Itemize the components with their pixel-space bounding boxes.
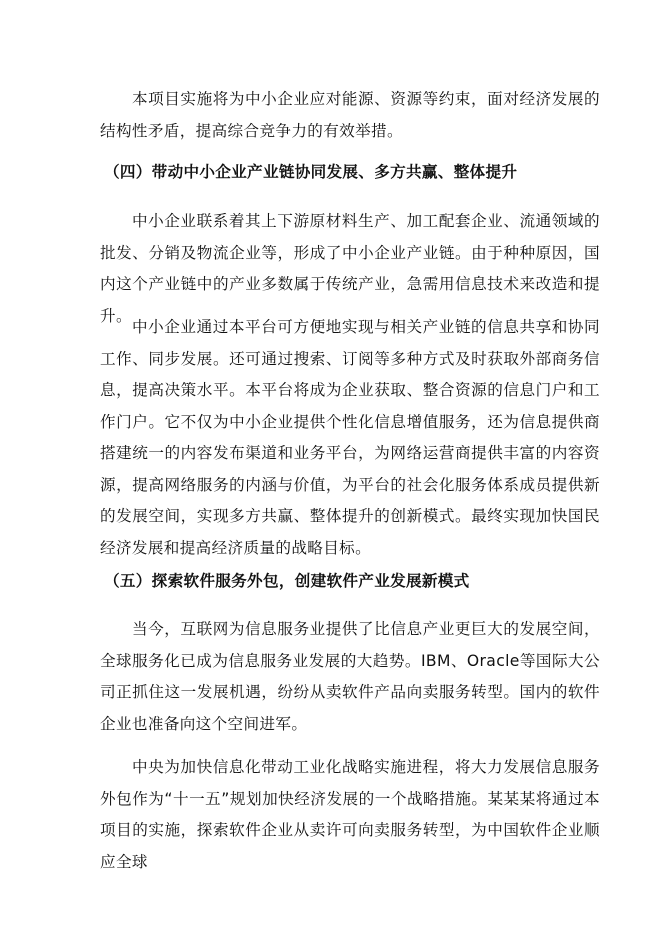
- paragraph-internet-services: 当今，互联网为信息服务业提供了比信息产业更巨大的发展空间，全球服务化已成为信息服务业发展的大趋势。IBM、Oracle等国际大公司正抓住这一发展机遇，纷纷从卖软件产品向卖服务转型。国内的软件企业也准备向这个空间进军。: [100, 620, 600, 733]
- paragraph-industry-chain-overview: 中小企业联系着其上下游原材料生产、加工配套企业、流通领域的批发、分销及物流企业等，形成了中小企业产业链。由于种种原因，国内这个产业链中的产业多数属于传统产业，急需用信息技术来改造和提升。: [100, 212, 600, 325]
- section-heading-software-outsourcing: （五）探索软件服务外包，创建软件产业发展新模式: [104, 572, 470, 590]
- paragraph-platform-benefits: 中小企业通过本平台可方便地实现与相关产业链的信息共享和协同工作、同步发展。还可通过搜索、订阅等多种方式及时获取外部商务信息，提高决策水平。本平台将成为企业获取、整合资源的信息门户和工作门户。它不仅为中小企业提供个性化信息增值服务，还为信息提供商搭建统一的内容发布渠道和业务平台，为网络运营商提供丰富的内容资源，提高网络服务的内涵与价值，为平台的社会化服务体系成员提供新的发展空间，实现多方共赢、整体提升的创新模式。最终实现加快国民经济发展和提高经济质量的战略目标。: [100, 318, 600, 557]
- paragraph-resource-constraints: 本项目实施将为中小企业应对能源、资源等约束，面对经济发展的结构性矛盾，提高综合竞争力的有效举措。: [100, 90, 600, 140]
- section-heading-industry-chain: （四）带动中小企业产业链协同发展、多方共赢、整体提升: [104, 163, 518, 181]
- paragraph-central-strategy: 中央为加快信息化带动工业化战略实施进程，将大力发展信息服务外包作为“十一五”规划加快经济发展的一个战略措施。某某某将通过本项目的实施，探索软件企业从卖许可向卖服务转型，为中国软件企业顺应全球: [100, 758, 600, 871]
